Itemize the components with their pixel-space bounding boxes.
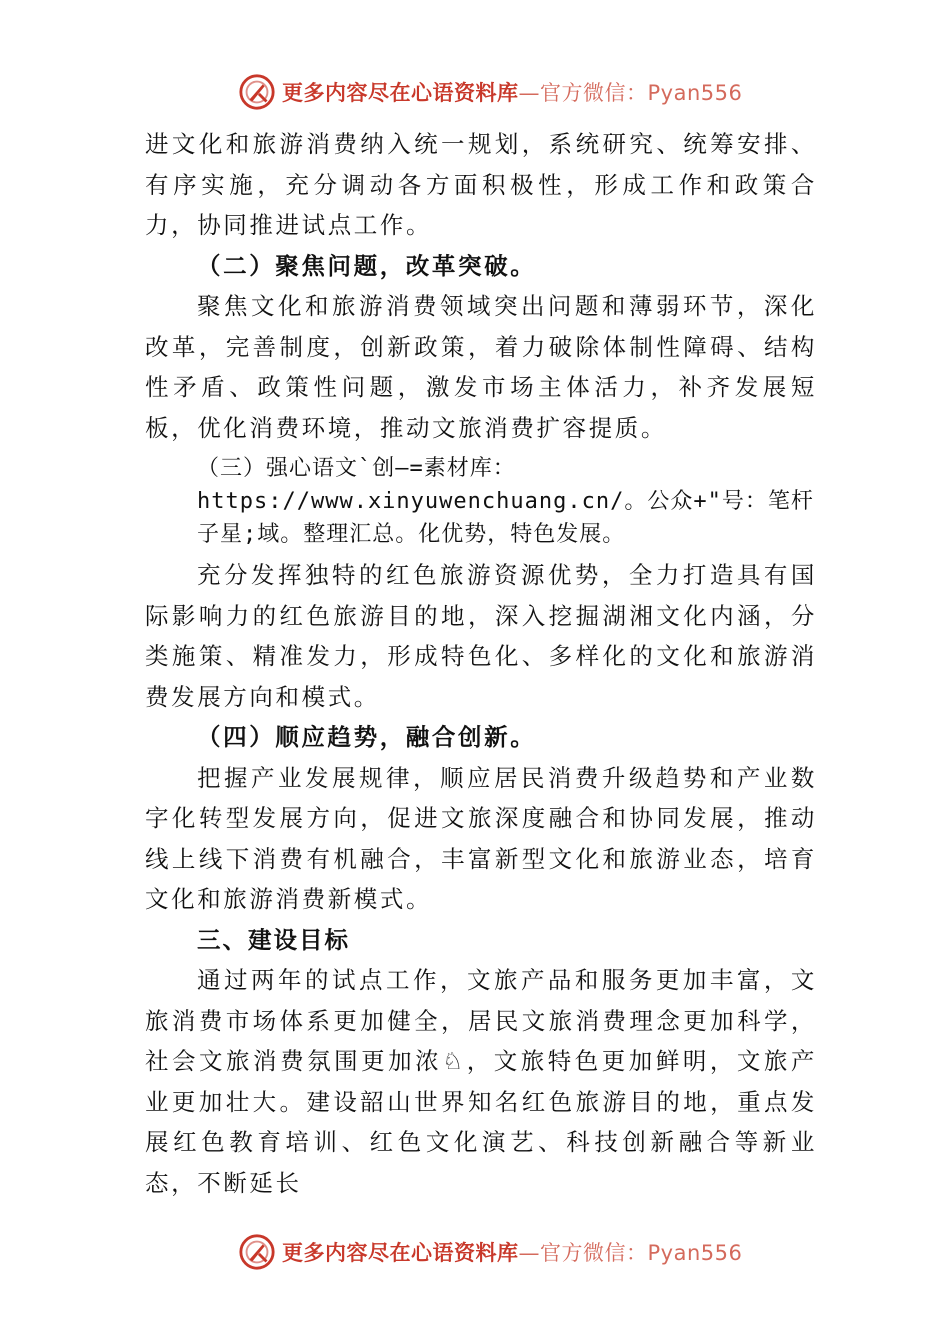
paragraph-5: 通过两年的试点工作，文旅产品和服务更加丰富，文旅消费市场体系更加健全，居民文旅消费理念更加科学，社会文旅消费氛围更加浓♘，文旅特色更加鲜明，文旅产业更加壮大。建设韶山世界知名红色旅游目的地，重点发展红色教育培训、红色文化演艺、科技创新融合等新业态，不断延长 — [145, 966, 817, 1197]
paragraph-1: 进文化和旅游消费纳入统一规划，系统研究、统筹安排、有序实施，充分调动各方面积极性，形成工作和政策合力，协同推进试点工作。 — [145, 130, 817, 239]
footer-banner-rest: —官方微信：Pyan556 — [518, 1241, 743, 1265]
header-banner-rest: —官方微信：Pyan556 — [518, 81, 743, 105]
footer-banner-text — [282, 1237, 742, 1267]
section-3-heading: 三、建设目标 — [197, 925, 350, 954]
paragraph-4: 把握产业发展规律，顺应居民消费升级趋势和产业数字化转型发展方向，促进文旅深度融合和协同发展，推动线上线下消费有机融合，丰富新型文化和旅游业态，培育文化和旅游消费新模式。 — [145, 763, 817, 913]
header-banner-text — [282, 77, 742, 107]
brand-logo-icon — [238, 73, 276, 111]
paragraph-2: 聚焦文化和旅游消费领域突出问题和薄弱环节，深化改革，完善制度，创新政策，着力破除体制性障碍、结构性矛盾、政策性问题，激发市场主体活力，补齐发展短板，优化消费环境，推动文旅消费扩容提质。 — [145, 292, 817, 442]
heading-4: （四）顺应趋势，融合创新。 — [197, 723, 537, 751]
body-content — [145, 124, 817, 1203]
footer-banner — [238, 1230, 742, 1274]
paragraph-3: 充分发挥独特的红色旅游资源优势，全力打造具有国际影响力的红色旅游目的地，深入挖掘湖湘文化内涵，分类施策、精准发力，形成特色化、多样化的文化和旅游消费发展方向和模式。 — [145, 561, 817, 711]
header-banner-strong: 更多内容尽在心语资料库 — [282, 81, 519, 105]
heading-3: （三）强心语文`创—=素材库：https://www.xinyuwenchuang.cn/。公众+"号：笔杆子星;域。整理汇总。化优势，特色发展。 — [197, 456, 814, 547]
brand-logo-icon — [238, 1233, 276, 1271]
heading-2: （二）聚焦问题，改革突破。 — [197, 251, 537, 280]
header-banner — [238, 70, 742, 114]
footer-banner-strong: 更多内容尽在心语资料库 — [282, 1241, 519, 1265]
